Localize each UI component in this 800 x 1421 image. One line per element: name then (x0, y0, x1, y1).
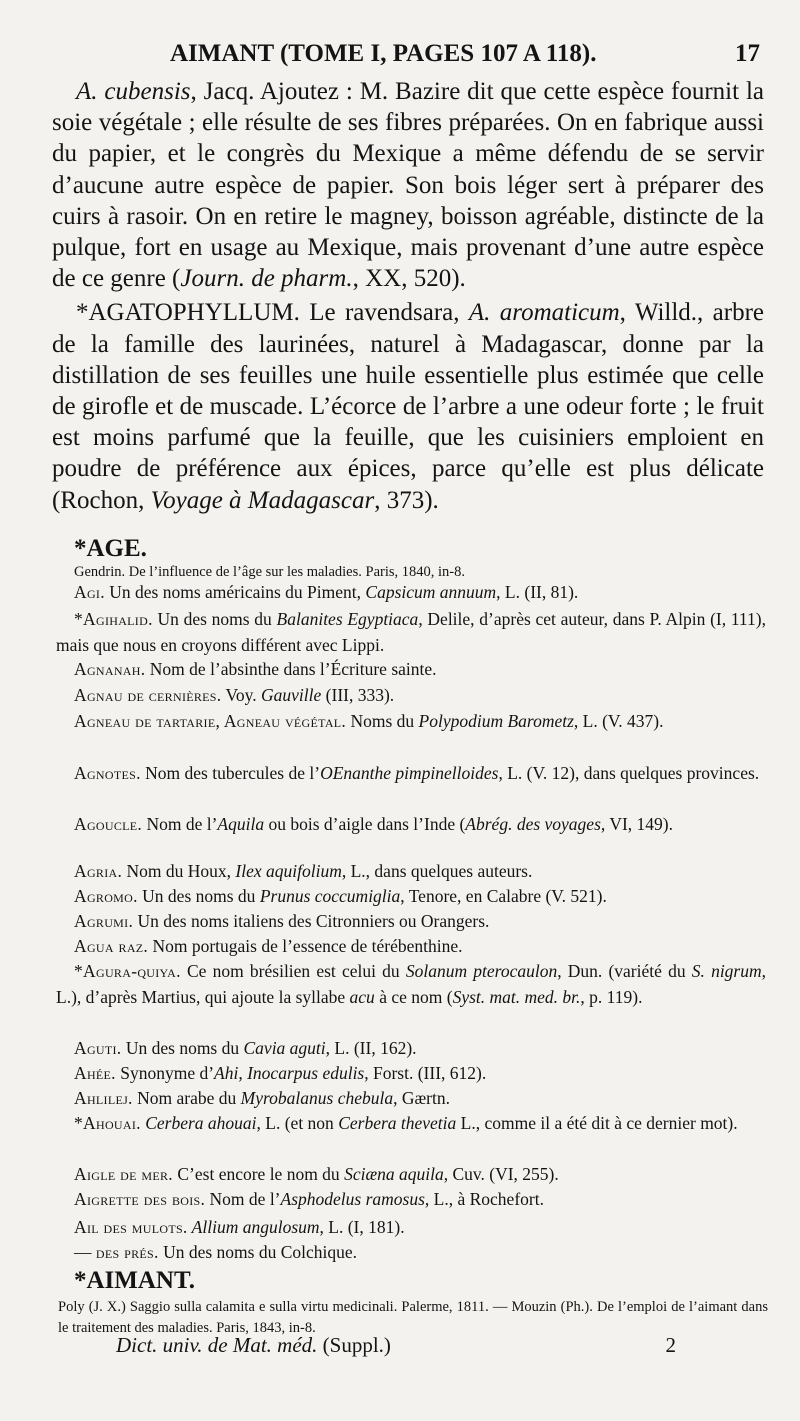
section-heading-aimant: *AIMANT. (74, 1267, 196, 1294)
page-footer: Dict. univ. de Mat. méd. (Suppl.) 2 (116, 1333, 676, 1357)
entry-agua: Agua raz. Nom portugais de l’essence de térébenthine. (74, 936, 463, 956)
footer-title: Dict. univ. de Mat. méd. (116, 1333, 318, 1357)
entry-agneau: Agneau de tartarie, Agneau végétal. Noms du Polypodium Barometz, L. (V. 437). (74, 711, 664, 731)
running-header (170, 40, 760, 68)
bibliography-aimant: Poly (J. X.) Saggio sulla calamita e sulla virtu medicinali. Palerme, 1811. — Mouzin (Ph.). De l’emploi de l’aimant dans le traitement des maladies. Paris, 1843, in-8. (58, 1299, 768, 1336)
page-number: 17 (735, 40, 760, 67)
section-heading-age: *AGE. (74, 535, 147, 562)
entry-agnanah: Agnanah. Nom de l’absinthe dans l’Écriture sainte. (74, 659, 437, 679)
entry-agromo: Agromo. Un des noms du Prunus coccumiglia, Tenore, en Calabre (V. 521). (74, 886, 607, 906)
header-title: AIMANT (TOME I, PAGES 107 A 118). (170, 40, 597, 67)
entry-agi: Agi. Un des noms américains du Piment, Capsicum annuum, L. (II, 81). (74, 582, 579, 602)
entry-aguti: Aguti. Un des noms du Cavia aguti, L. (II, 162). (74, 1038, 417, 1058)
entry-aigrette: Aigrette des bois. Nom de l’Asphodelus ramosus, L., à Rochefort. (74, 1189, 544, 1209)
entry-aigle-de-mer: Aigle de mer. C’est encore le nom du Sciæna aquila, Cuv. (VI, 255). (74, 1164, 559, 1184)
signature-mark: 2 (665, 1333, 676, 1357)
entry-agura-quiya: *Agura-quiya. Ce nom brésilien est celui du Solanum pterocaulon, Dun. (variété du S. nigrum, L.), d’après Martius, qui ajoute la syllabe acu à ce nom (Syst. mat. med. br., p. 119). (56, 961, 767, 1007)
entry-cubensis: A. cubensis, Jacq. Ajoutez : M. Bazire dit que cette espèce fournit la soie végétale ; elle résulte de ses fibres préparées. On en fabrique aussi du papier, et le congrès du Mexique a même défendu de se servir d’aucune autre espèce de papier. Son bois léger sert à préparer des cuirs à rasoir. On en retire le magney, boisson agréable, distincte de la pulque, fort en usage au Mexique, mais provenant d’une autre espèce de ce genre (Journ. de pharm., XX, 520). (52, 78, 764, 293)
entry-agihalid: *Agihalid. Un des noms du Balanites Egyptiaca, Delile, d’après cet auteur, dans P. Alpin (I, 111), mais que nous en croyons différent avec Lippi. (56, 609, 766, 655)
main-text-block (52, 76, 764, 516)
entry-ail-des-mulots: Ail des mulots. Allium angulosum, L. (I, 181). (74, 1217, 405, 1237)
entry-agria: Agria. Nom du Houx, Ilex aquifolium, L., dans quelques auteurs. (74, 861, 533, 881)
entry-ahee: Ahée. Synonyme d’Ahi, Inocarpus edulis, Forst. (III, 612). (74, 1063, 487, 1083)
entry-agnau: Agnau de cernières. Voy. Gauville (III, 333). (74, 685, 395, 705)
entry-agoucle: Agoucle. Nom de l’Aquila ou bois d’aigle dans l’Inde (Abrég. des voyages, VI, 149). (74, 814, 673, 834)
entry-ahouai: *Ahouai. Cerbera ahouai, L. (et non Cerbera thevetia L., comme il a été dit à ce dernier mot). (74, 1113, 738, 1133)
entry-agnotes: Agnotes. Nom des tubercules de l’OEnanthe pimpinelloides, L. (V. 12), dans quelques provinces. (74, 763, 760, 783)
entry-ahlilej: Ahlilej. Nom arabe du Myrobalanus chebula, Gærtn. (74, 1088, 450, 1108)
bibliography-age: Gendrin. De l’influence de l’âge sur les maladies. Paris, 1840, in-8. (74, 564, 465, 580)
entry-agatophyllum: *AGATOPHYLLUM. Le ravendsara, A. aromaticum, Willd., arbre de la famille des laurinées, naturel à Madagascar, donne par la distillation de ses feuilles une huile essentielle plus estimée que celle de girofle et de muscade. L’écorce de l’arbre a une odeur forte ; le fruit est moins parfumé que la feuille, que les cuisiniers emploient en poudre de préférence aux épices, parce qu’elle est plus délicate (Rochon, Voyage à Madagascar, 373). (52, 299, 764, 514)
entry-heading: *AGATOPHYLLUM. (76, 299, 300, 327)
entry-agrumi: Agrumi. Un des noms italiens des Citronniers ou Orangers. (74, 911, 490, 931)
entry-ail-des-pres: — des prés. Un des noms du Colchique. (74, 1242, 358, 1262)
species-name: A. cubensis (76, 78, 191, 105)
